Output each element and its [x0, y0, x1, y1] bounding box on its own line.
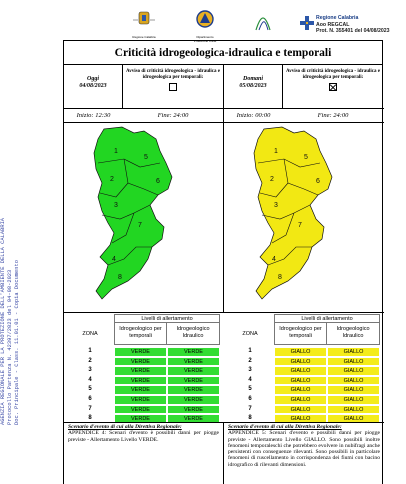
zone-number: 2 — [248, 357, 252, 364]
level-cell: VERDE — [114, 395, 167, 405]
day-cell — [224, 65, 283, 109]
level-cell: GIALLO — [327, 376, 380, 386]
zone-number: 5 — [88, 386, 92, 393]
calabria-map-icon — [224, 123, 383, 313]
zone-map-today — [64, 123, 223, 313]
zone-label-7: 7 — [298, 222, 302, 229]
level-cell: VERDE — [114, 366, 167, 376]
level-cell: VERDE — [114, 385, 167, 395]
zone-label-2: 2 — [270, 176, 274, 183]
level-cell: VERDE — [167, 395, 220, 405]
day-date: 05/08/2023 — [239, 83, 267, 89]
panel-tomorrow — [224, 65, 384, 313]
levels-header: Livelli di allertamento — [114, 314, 220, 323]
level-cell: VERDE — [114, 414, 167, 424]
region-line2: Aoo REGCAL — [316, 21, 350, 28]
panel-today — [64, 65, 224, 313]
zone-label-7: 7 — [138, 222, 142, 229]
start-time: Inizio: 00:00 — [236, 112, 271, 119]
scenario-body: APPENDICE 4: Scenari d'evento è possibili danni per piogge previste - Allertamento Livello VERDE. — [68, 430, 219, 443]
avviso-text: Avviso di criticità idrogeologica - idraulica e idrogeologica per temporali: — [126, 69, 220, 81]
vertical-stamp-line3: Doc. Principale - Class. 11.01.01 - Copia Documento — [14, 260, 21, 425]
avviso-cell — [123, 65, 223, 109]
zone-map-tomorrow — [224, 123, 384, 313]
page-header — [0, 10, 406, 43]
zone-number: 5 — [248, 386, 252, 393]
vertical-stamp-line1: AGENZIA REGIONALE PER LA PROTEZIONE DELL'AMBIENTE DELLA CALABRIA — [0, 217, 6, 425]
level-cell: GIALLO — [274, 414, 327, 424]
avviso-checkbox — [169, 83, 177, 91]
scenario-tomorrow — [224, 423, 384, 484]
zone-number: 2 — [88, 357, 92, 364]
col-idraulico-header: Idrogeologico Idraulico — [167, 323, 220, 345]
level-cell: GIALLO — [274, 347, 327, 357]
regione-calabria-stamp-icon — [299, 15, 315, 31]
level-cell: VERDE — [167, 414, 220, 424]
day-cell — [64, 65, 123, 109]
vertical-protocol-stamp — [0, 163, 32, 425]
level-cell: VERDE — [167, 376, 220, 386]
zone-number: 3 — [88, 367, 92, 374]
levels-header: Livelli di allertamento — [274, 314, 380, 323]
level-cell: VERDE — [167, 405, 220, 415]
day-row — [224, 65, 384, 109]
logo-pc-caption: Dipartimento Protezione Civile — [193, 35, 217, 43]
zone-number: 1 — [88, 348, 92, 354]
level-cell: GIALLO — [327, 347, 380, 357]
zone-number: 8 — [248, 415, 252, 422]
level-cell: VERDE — [114, 376, 167, 386]
zone-number: 8 — [88, 415, 92, 422]
level-cell: GIALLO — [274, 395, 327, 405]
protocol-number: Prot. N. 355401 del 04/08/2023 — [316, 28, 390, 34]
avviso-text: Avviso di criticità idrogeologica - idraulica e idrogeologica per temporali: — [286, 69, 380, 81]
day-date: 04/08/2023 — [79, 83, 107, 89]
end-time: Fine: 24:00 — [317, 112, 349, 119]
arpacal-icon — [253, 10, 273, 34]
level-cell: GIALLO — [327, 405, 380, 415]
zone-label-2: 2 — [110, 176, 114, 183]
level-cell: GIALLO — [327, 414, 380, 424]
protezione-civile-icon — [190, 10, 220, 30]
day-label: Oggi — [87, 76, 99, 82]
zone-label-1: 1 — [114, 148, 118, 155]
zone-label-8: 8 — [278, 274, 282, 281]
day-row — [64, 65, 223, 109]
zone-label-6: 6 — [156, 178, 160, 185]
zone-number: 7 — [88, 405, 92, 412]
zone-label-3: 3 — [274, 202, 278, 209]
zone-number: 1 — [248, 348, 252, 354]
zone-label-6: 6 — [316, 178, 320, 185]
col-idraulico-header: Idrogeologico Idraulico — [327, 323, 380, 345]
time-row — [64, 109, 223, 123]
time-row — [224, 109, 384, 123]
col-zone-header: ZONA — [242, 331, 258, 337]
zone-label-4: 4 — [112, 256, 116, 263]
zone-label-5: 5 — [144, 154, 148, 161]
level-cell: VERDE — [167, 357, 220, 367]
zone-number: 4 — [248, 376, 252, 383]
bulletin-document — [63, 40, 383, 484]
level-cell: GIALLO — [327, 357, 380, 367]
zone-number: 4 — [88, 376, 92, 383]
col-idro-header: Idrogeologico per temporali — [274, 323, 327, 345]
zone-number: 6 — [88, 396, 92, 402]
bulletin-title: Criticità idrogeologica-idraulica e temporali — [64, 41, 382, 65]
map-region-outline — [94, 127, 172, 299]
level-cell: GIALLO — [274, 405, 327, 415]
region-line1: Regione Calabria — [316, 15, 359, 21]
regione-calabria-logo — [131, 10, 157, 39]
scenario-heading: Scenario d'evento di cui alla Direttiva Regionale: — [68, 424, 182, 430]
protocol-stamp — [316, 15, 390, 35]
end-time: Fine: 24:00 — [157, 112, 189, 119]
day-label: Domani — [242, 76, 263, 82]
level-cell: GIALLO — [327, 366, 380, 376]
zone-number: 3 — [248, 367, 252, 374]
zone-label-8: 8 — [118, 274, 122, 281]
vertical-stamp-line2: Protocollo Partenza N. 42397/2023 del 04-08-2023 — [7, 269, 14, 425]
zone-label-3: 3 — [114, 202, 118, 209]
level-cell: GIALLO — [274, 357, 327, 367]
map-region-outline — [254, 127, 332, 299]
level-cell: VERDE — [167, 385, 220, 395]
scenario-today — [64, 423, 224, 484]
level-cell: VERDE — [114, 347, 167, 357]
zone-number: 7 — [248, 405, 252, 412]
zone-number: 6 — [248, 396, 252, 402]
level-cell: VERDE — [167, 347, 220, 357]
protezione-civile-logo — [190, 10, 220, 43]
zone-label-5: 5 — [304, 154, 308, 161]
logo-calabria-caption: Regione Calabria — [132, 35, 156, 39]
calabria-map-icon — [64, 123, 223, 313]
zone-label-1: 1 — [274, 148, 278, 155]
level-cell: GIALLO — [274, 376, 327, 386]
arpacal-logo — [253, 10, 273, 39]
col-idro-header: Idrogeologico per temporali — [114, 323, 167, 345]
scenario-body: APPENDICE 5: Scenari d'evento e possibili danni per piogge previste - Allertamento Livello GIALLO. Sono possibili inoltre fenomeni temporaleschi che potrebbero evolvere in nubifragi anche persistenti con conseguenze rilevanti. Sono possibili in particolare fenomeni di ruscellamento in corrispondenza dei fiumi con bacino idrografico di rilevanti dimensioni. — [228, 430, 380, 468]
level-cell: GIALLO — [274, 385, 327, 395]
avviso-checkbox-checked — [329, 83, 337, 91]
level-cell: GIALLO — [327, 395, 380, 405]
start-time: Inizio: 12:30 — [76, 112, 111, 119]
level-cell: VERDE — [167, 366, 220, 376]
scenario-heading: Scenario d'evento di cui alla Direttiva Regionale: — [228, 424, 342, 430]
zone-label-4: 4 — [272, 256, 276, 263]
level-cell: GIALLO — [327, 385, 380, 395]
level-cell: VERDE — [114, 357, 167, 367]
level-cell: GIALLO — [274, 366, 327, 376]
level-cell: VERDE — [114, 405, 167, 415]
col-zone-header: ZONA — [82, 331, 98, 337]
avviso-cell — [283, 65, 383, 109]
calabria-crest-icon — [131, 10, 157, 30]
